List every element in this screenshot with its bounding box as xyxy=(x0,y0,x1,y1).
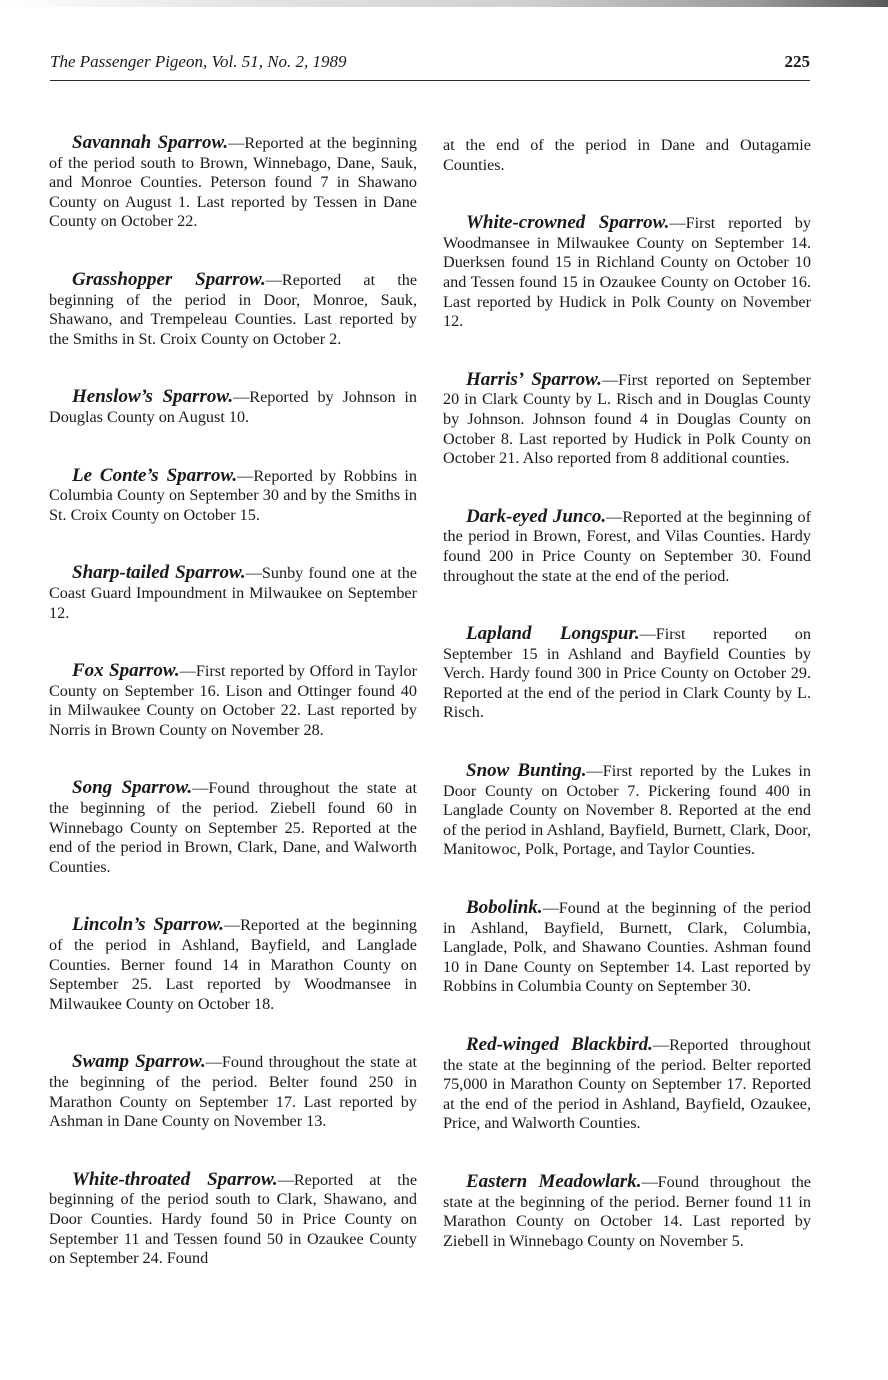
page-number: 225 xyxy=(784,52,810,71)
species-account: —Found throughout the state at the beginning of the period. Belter found 250 in Marathon County on September 17. Last reported by Ashman in Dane County on November 13. xyxy=(49,1053,418,1131)
species-name: Bobolink. xyxy=(466,897,543,919)
species-name: Le Conte’s Sparrow. xyxy=(72,464,238,486)
species-entry xyxy=(443,507,811,586)
species-name: Eastern Meadowlark. xyxy=(466,1170,642,1192)
species-entry xyxy=(443,761,811,860)
species-name: White-crowned Sparrow. xyxy=(466,212,670,234)
species-entry xyxy=(443,213,811,332)
species-entry xyxy=(49,915,417,1014)
species-account: —First reported on September 20 in Clark County by L. Risch and in Douglas County by Johnson. Johnson found 4 in Douglas County on October 8. Last reported by Hudick in Polk County on October 21. Also reported from 8 additional counties. xyxy=(443,370,812,468)
species-account: —Reported at the beginning of the period in Brown, Forest, and Vilas Counties. Hardy found 200 in Price County on September 30. Found throughout the state at the end of the period. xyxy=(443,507,811,585)
species-entry xyxy=(443,370,811,469)
running-header xyxy=(50,52,810,81)
species-account: —Reported at the beginning of the period south to Clark, Shawano, and Door Counties. Hardy found 50 in Price County on September 11 and Tessen found 50 in Ozaukee County on September 24. Found xyxy=(49,1170,418,1268)
species-name: Savannah Sparrow. xyxy=(72,132,229,153)
species-name: Lapland Longspur. xyxy=(466,623,640,645)
species-name: White-throated Sparrow. xyxy=(72,1168,278,1190)
species-account: —Reported by Johnson in Douglas County on August 10. xyxy=(49,388,418,426)
species-entry xyxy=(49,661,417,740)
species-account: —Found at the beginning of the period in Ashland, Bayfield, Burnett, Clark, Columbia, Langlade, Polk, and Shawano Counties. Ashman found 10 in Dane County on September 14. Last reported by Robbins in Columbia County on September 30. xyxy=(443,899,811,996)
species-account: —First reported by Woodmansee in Milwaukee County on September 14. Duerksen found 15 in Richland County on October 10 and Tessen found 15 in Ozaukee County on October 16. Last reported by Hudick in Polk County on November 12. xyxy=(443,214,811,331)
species-name: Song Sparrow. xyxy=(72,777,193,799)
species-entry xyxy=(49,270,417,349)
species-entry xyxy=(443,1035,811,1134)
species-account: —First reported by Offord in Taylor County on September 16. Lison and Ottinger found 40 in Milwaukee County on October 22. Last reported by Norris in Brown County on November 28. xyxy=(49,662,417,739)
species-account: —First reported by the Lukes in Door County on October 7. Pickering found 400 in Langlade County on November 8. Reported at the end of the period in Ashland, Bayfield, Burnett, Clark, Door, Manitowoc, Polk, Portage, and Taylor Counties. xyxy=(443,762,811,859)
species-name: Dark-eyed Junco. xyxy=(466,505,607,527)
species-entry xyxy=(443,898,811,997)
species-account: —Reported by Robbins in Columbia County on September 30 and by the Smiths in St. Croix County on October 15. xyxy=(49,466,417,524)
right-column xyxy=(443,136,811,1289)
species-name: Grasshopper Sparrow. xyxy=(72,268,266,290)
species-name: Fox Sparrow. xyxy=(72,660,180,682)
species-name: Harris’ Sparrow. xyxy=(466,368,602,390)
scan-edge-band xyxy=(0,0,888,7)
species-name: Snow Bunting. xyxy=(466,760,587,782)
species-account: —Reported throughout the state at the beginning of the period. Belter reported 75,000 in Marathon County on September 17. Reported at the end of the period in Ashland, Bayfield, Ozaukee, Price, and Walworth Counties. xyxy=(443,1036,811,1133)
species-name: Henslow’s Sparrow. xyxy=(72,386,234,408)
species-entry xyxy=(49,563,417,623)
species-entry xyxy=(49,466,417,526)
species-name: Swamp Sparrow. xyxy=(72,1051,206,1073)
running-title: The Passenger Pigeon, Vol. 51, No. 2, 1989 xyxy=(50,52,347,71)
species-entry xyxy=(443,624,811,723)
species-name: Sharp-tailed Sparrow. xyxy=(72,562,246,584)
species-account: —Reported at the beginning of the period south to Brown, Winnebago, Dane, Sauk, and Monroe Counties. Peterson found 7 in Shawano County on August 1. Last reported by Tessen in Dane County on October 22. xyxy=(49,134,417,231)
species-entry xyxy=(49,133,417,232)
species-entry xyxy=(49,1052,417,1131)
species-account: —Sunby found one at the Coast Guard Impoundment in Milwaukee on September 12. xyxy=(49,564,417,622)
species-account: —Reported at the beginning of the period in Ashland, Bayfield, and Langlade Counties. Berner found 14 in Marathon County on September 25. Last reported by Woodmansee in Milwaukee County on October 18. xyxy=(49,916,417,1013)
species-entry xyxy=(49,387,417,427)
species-entry xyxy=(49,1170,417,1269)
species-entry xyxy=(49,778,417,877)
species-account: —Found throughout the state at the beginning of the period. Berner found 11 in Marathon County on October 14. Last reported by Ziebell in Winnebago County on November 5. xyxy=(443,1172,811,1250)
species-entry xyxy=(443,1172,811,1251)
species-account: —Found throughout the state at the beginning of the period. Ziebell found 60 in Winnebago County on September 25. Reported at the end of the period in Brown, Clark, Dane, and Walworth Counties. xyxy=(49,779,417,876)
species-name: Red-winged Blackbird. xyxy=(466,1034,653,1055)
species-account: —First reported on September 15 in Ashland and Bayfield Counties by Verch. Hardy found 300 in Price County on October 29. Reported at the end of the period in Clark County by L. Risch. xyxy=(443,625,811,722)
species-name: Lincoln’s Sparrow. xyxy=(72,914,224,936)
species-account: —Reported at the beginning of the period in Door, Monroe, Sauk, Shawano, and Trempeleau Counties. Last reported by the Smiths in St. Croix County on October 2. xyxy=(49,270,418,348)
left-column xyxy=(49,133,417,1307)
continued-text: at the end of the period in Dane and Outagamie Counties. xyxy=(443,136,811,174)
